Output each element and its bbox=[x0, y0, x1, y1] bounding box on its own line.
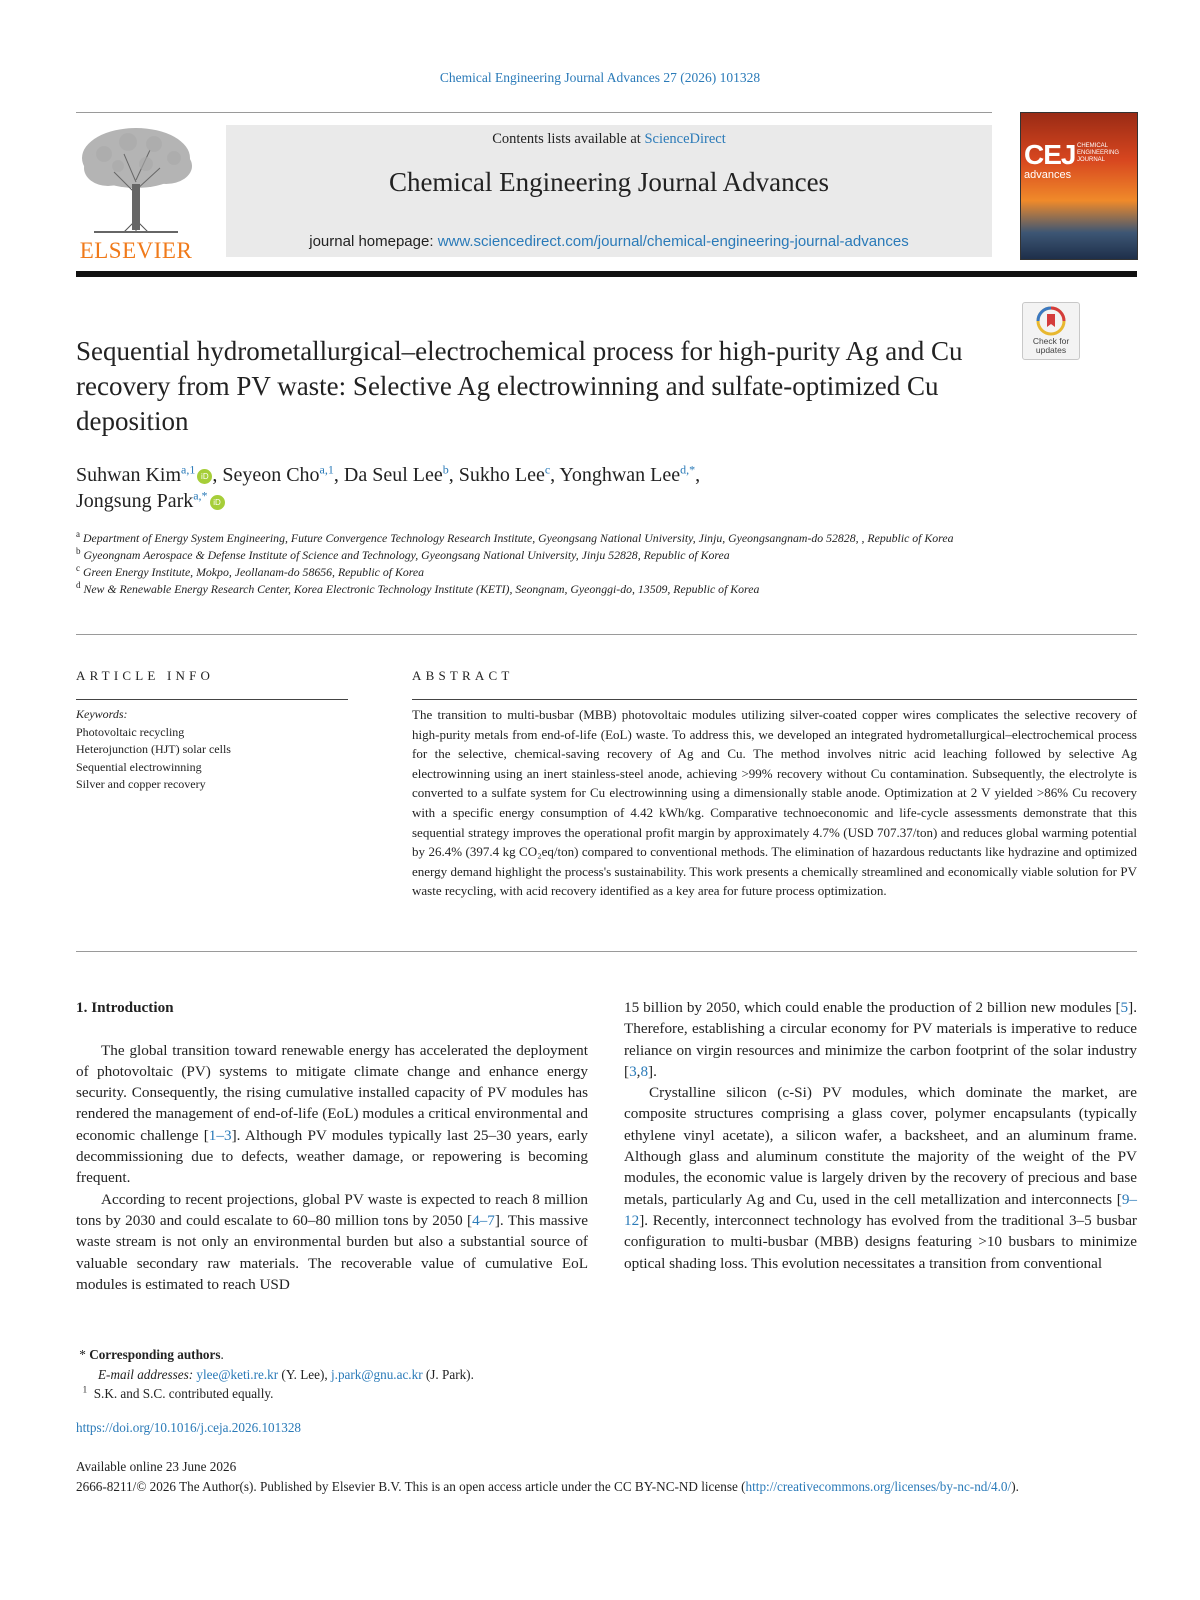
citation-link[interactable]: 8 bbox=[640, 1062, 649, 1080]
journal-reference[interactable]: Chemical Engineering Journal Advances 27 (2026) 101328 bbox=[439, 70, 761, 85]
body-column-right bbox=[624, 997, 1137, 1274]
cover-small-text: CHEMICAL ENGINEERING JOURNAL bbox=[1077, 143, 1120, 163]
license-link[interactable]: http://creativecommons.org/licenses/by-nc-nd/4.0/ bbox=[745, 1478, 1012, 1494]
keywords-label: Keywords: bbox=[76, 707, 128, 721]
cover-logo: CEJ bbox=[1024, 139, 1076, 170]
article-info-heading: ARTICLE INFO bbox=[76, 668, 215, 683]
affiliation-item: $^b$ Gyeongnam Aerospace & Defense Institute of Science and Technology, Gyeongsang National University, Jinju 52828, Republic of Korea bbox=[76, 546, 730, 562]
citation-link[interactable]: 9–12 bbox=[624, 1190, 1137, 1229]
keyword-item: Photovoltaic recycling bbox=[76, 724, 185, 739]
citation-link[interactable]: 5 bbox=[1120, 999, 1129, 1016]
citation-link[interactable]: 3 bbox=[629, 1062, 637, 1080]
body-paragraph: 15 billion by 2050, which could enable the production of 2 billion new modules [5]. Therefore, establishing a circular economy for PV materials is imperative to reduce reliance on virgin resources and minimize the carbon footprint of the solar industry [3,8]. bbox=[624, 999, 1137, 1080]
divider bbox=[76, 699, 348, 700]
elsevier-wordmark: ELSEVIER bbox=[79, 238, 193, 263]
email-link[interactable]: ylee@keti.re.kr bbox=[196, 1366, 279, 1382]
license-line: 2666-8211/© 2026 The Author(s). Published by Elsevier B.V. This is an open access article under the CC BY-NC-ND license (http://creativecommons.org/licenses/by-nc-nd/4.0/). bbox=[76, 1478, 1019, 1494]
elsevier-logo[interactable] bbox=[74, 124, 198, 264]
available-online: Available online 23 June 2026 bbox=[76, 1459, 237, 1474]
email-link[interactable]: j.park@gnu.ac.kr bbox=[330, 1366, 423, 1382]
elsevier-tree-icon bbox=[74, 124, 198, 234]
contents-line bbox=[226, 131, 992, 148]
check-updates-label: Check for updates bbox=[1032, 336, 1070, 355]
body-paragraph: The global transition toward renewable energy has accelerated the deployment of photovoltaic (PV) systems to mitigate climate change and enhance energy security. Consequently, the rising cumulative installed capacity of PV modules has rendered the management of end-of-life (EoL) modules a critical environmental and economic challenge [1–3]. Although PV modules typically last 25–30 years, early decommissioning due to defects, weather damage, or repowering is becoming frequent. bbox=[76, 1041, 588, 1187]
keyword-item: Heterojunction (HJT) solar cells bbox=[76, 742, 231, 757]
affiliation-item: $^d$ New & Renewable Energy Research Center, Korea Electronic Technology Institute (KETI), Seongnam, Gyeonggi-do, 13509, Republic of Korea bbox=[76, 580, 760, 596]
divider bbox=[76, 951, 1137, 952]
journal-masthead bbox=[226, 125, 992, 257]
col-left-tail: ]. This massive waste stream is not only an environmental burden but also a substantial source of valuable secondary raw materials. The recoverable value of cumulative EoL modules is estimated to reach USD bbox=[76, 1211, 588, 1293]
author-list: Suhwan Kim$^{a,1}$iD , Seyeon Cho$^{a,1}$, Da Seul Lee$^b$, Sukho Lee$^c$, Yonghwan Lee$^{d,*}$, Jongsung Park$^{a,*}$iD bbox=[76, 462, 701, 512]
author-name[interactable]: Jongsung Park bbox=[76, 490, 194, 512]
doi-link[interactable]: https://doi.org/10.1016/j.ceja.2026.101328 bbox=[76, 1420, 302, 1435]
affiliation-item: $^a$ Department of Energy System Engineering, Future Convergence Technology Research Institute, Gyeongsang National University, Jinju, Gyeongsangnam-do 52828, , Republic of Korea bbox=[76, 529, 954, 545]
body-paragraph: Crystalline silicon (c-Si) PV modules, which dominate the market, are composite structures comprising a glass cover, polymer encapsulants (typically ethylene vinyl acetate), a silicon wafer, a backsheet, and an aluminum frame. Although glass and aluminum constitute the majority of the weight of the PV modules, the economic value is largely driven by the recovery of precious and base metals, particularly Ag and Cu, used in the cell metallization and interconnects [9–12]. Recently, interconnect technology has evolved from the traditional 3–5 busbar configuration to multi-busbar (MBB) designs featuring >10 busbars to minimize optical shading loss. This evolution necessitates a transition from conventional bbox=[624, 1084, 1137, 1272]
author-name[interactable]: Da Seul Lee bbox=[343, 464, 443, 486]
author-name[interactable]: Seyeon Cho bbox=[222, 464, 320, 486]
keywords-block bbox=[76, 706, 356, 794]
header-rule bbox=[76, 112, 992, 113]
divider bbox=[412, 699, 1137, 700]
affiliation-item: $^c$ Green Energy Institute, Mokpo, Jeollanam-do 58656, Republic of Korea bbox=[76, 563, 425, 579]
email-footnote: E-mail addresses: ylee@keti.re.kr (Y. Lee), j.park@gnu.ac.kr (J. Park). bbox=[98, 1366, 474, 1382]
author-name[interactable]: Sukho Lee bbox=[458, 464, 545, 486]
body-paragraph: According to recent projections, global PV waste is expected to reach 8 million tons by 2030 and could escalate to 60–80 million tons by 2050 [4–7]. This massive waste stream is not only an environmental burden but also a substantial source of valuable secondary raw materials. The recoverable value of cumulative EoL modules is estimated to reach USD bbox=[76, 1190, 588, 1293]
body-column-left bbox=[76, 997, 588, 1295]
footnotes bbox=[76, 1345, 676, 1404]
keyword-item: Sequential electrowinning bbox=[76, 759, 202, 774]
abstract-text: The transition to multi-busbar (MBB) photovoltaic modules utilizing silver-coated copper wires complicates the selective recovery of high-purity metals from end-of-life (EoL) waste. To address this, we developed an integrated hydrometallurgical–electrochemical process for the selective, chemical-saving recovery of Ag and Cu. The method involves nitric acid leaching followed by selective Ag electrowinning using an inert stainless-steel anode, achieving >99% recovery without Cu contamination. Subsequently, the electrolyte is converted to a sulfate system for Cu electrowinning using a dimensionally stable anode. Optimization at 2 V yielded >86% Cu recovery with a specific energy consumption of 4.42 kWh/kg. Comparative technoeconomic and life-cycle assessments demonstrate that this sequential strategy improves the operational profit margin by approximately 4.7% (USD 707.37/ton) and reduces global warming potential by 26.4% (397.4 kg CO₂eq/ton) compared to conventional methods. The elimination of hazardous reductants like hydrazine and optimized energy demand highlight the process's sustainability. This work presents a chemically streamlined and economically viable solution for PV waste recycling, with acid recovery identified as a key area for future process optimization. bbox=[412, 707, 1137, 899]
masthead-rule bbox=[76, 271, 1137, 277]
author-name[interactable]: Yonghwan Lee bbox=[559, 464, 681, 486]
orcid-icon[interactable]: iD bbox=[210, 495, 225, 510]
journal-title: Chemical Engineering Journal Advances bbox=[388, 167, 830, 197]
col-right-head: 15 billion by 2050, which could enable the production of 2 billion new modules [ bbox=[624, 999, 1121, 1016]
homepage-prefix: journal homepage: bbox=[309, 233, 438, 250]
orcid-icon[interactable]: iD bbox=[197, 469, 212, 484]
citation-link[interactable]: 1–3 bbox=[208, 1126, 232, 1144]
author-name[interactable]: Suhwan Kim bbox=[76, 464, 181, 486]
author-affiliation-marker[interactable]: a,1 bbox=[319, 462, 334, 477]
check-for-updates-button[interactable] bbox=[1022, 302, 1080, 360]
homepage-link[interactable]: www.sciencedirect.com/journal/chemical-engineering-journal-advances bbox=[437, 233, 909, 250]
sciencedirect-link[interactable]: ScienceDirect bbox=[644, 131, 726, 147]
affiliations bbox=[76, 530, 1026, 598]
check-updates-icon bbox=[1036, 306, 1066, 336]
homepage-line bbox=[226, 233, 992, 250]
publication-info bbox=[76, 1457, 1137, 1496]
article-title: Sequential hydrometallurgical–electrochemical process for high-purity Ag and Cu recovery from PV waste: Selective Ag electrowinning and sulfate-optimized Cu deposition bbox=[76, 336, 963, 436]
citation-link[interactable]: 4–7 bbox=[472, 1211, 495, 1229]
contents-prefix: Contents lists available at bbox=[492, 131, 645, 147]
author-affiliation-marker[interactable]: a,1 bbox=[181, 462, 196, 477]
abstract-heading: ABSTRACT bbox=[412, 668, 514, 683]
corresponding-footnote: * Corresponding authors. bbox=[76, 1347, 224, 1362]
author-affiliation-marker[interactable]: c bbox=[544, 462, 551, 477]
section-heading: 1. Introduction bbox=[76, 999, 174, 1016]
author-affiliation-marker[interactable]: a,* bbox=[193, 488, 208, 503]
divider bbox=[76, 634, 1137, 635]
author-affiliation-marker[interactable]: b bbox=[442, 462, 449, 477]
keyword-item: Silver and copper recovery bbox=[76, 777, 206, 792]
journal-cover-image[interactable] bbox=[1020, 112, 1138, 260]
author-affiliation-marker[interactable]: d,* bbox=[680, 462, 696, 477]
cover-subtitle: advances bbox=[1024, 169, 1072, 181]
equal-contribution-footnote: $^1$ S.K. and S.C. contributed equally. bbox=[82, 1384, 274, 1401]
